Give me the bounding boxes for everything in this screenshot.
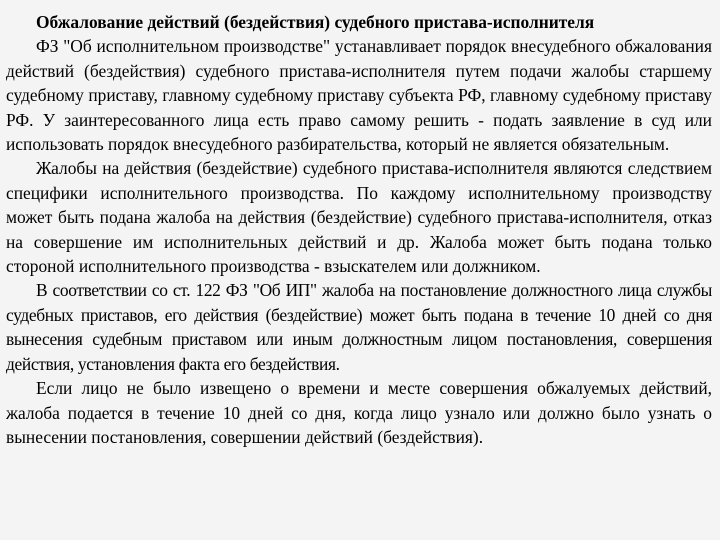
page-title: Обжалование действий (бездействия) судебного пристава-исполнителя: [36, 12, 595, 32]
paragraph-1: ФЗ "Об исполнительном производстве" устанавливает порядок внесудебного обжалования действий (бездействия) судебного пристава-исполнителя путем подачи жалобы старшему судебному приставу, главному судебному приставу субъекта РФ, главному судебному приставу РФ. У заинтересованного лица есть право самому решить - подать заявление в суд или использовать порядок внесудебного разбирательства, который не является обязательным.: [6, 36, 712, 155]
document-body: [6, 10, 712, 449]
paragraph-3: В соответствии со ст. 122 ФЗ "Об ИП" жалоба на постановление должностного лица службы судебных приставов, его действия (бездействие) может быть подана в течение 10 дней со дня вынесения судебным приставом или иным должностным лицом постановления, совершения действия, установления факта его бездействия.: [6, 280, 712, 374]
paragraph-2: Жалобы на действия (бездействие) судебного пристава-исполнителя являются следствием специфики исполнительного производства. По каждому исполнительному производству может быть подана жалоба на действия (бездействие) судебного пристава-исполнителя, отказ на совершение им исполнительных действий и др. Жалоба может быть подана только стороной исполнительного производства - взыскателем или должником.: [6, 158, 712, 277]
paragraph-4: Если лицо не было извещено о времени и месте совершения обжалуемых действий, жалоба подается в течение 10 дней со дня, когда лицо узнало или должно было узнать о вынесении постановления, совершении действий (бездействия).: [6, 378, 712, 447]
